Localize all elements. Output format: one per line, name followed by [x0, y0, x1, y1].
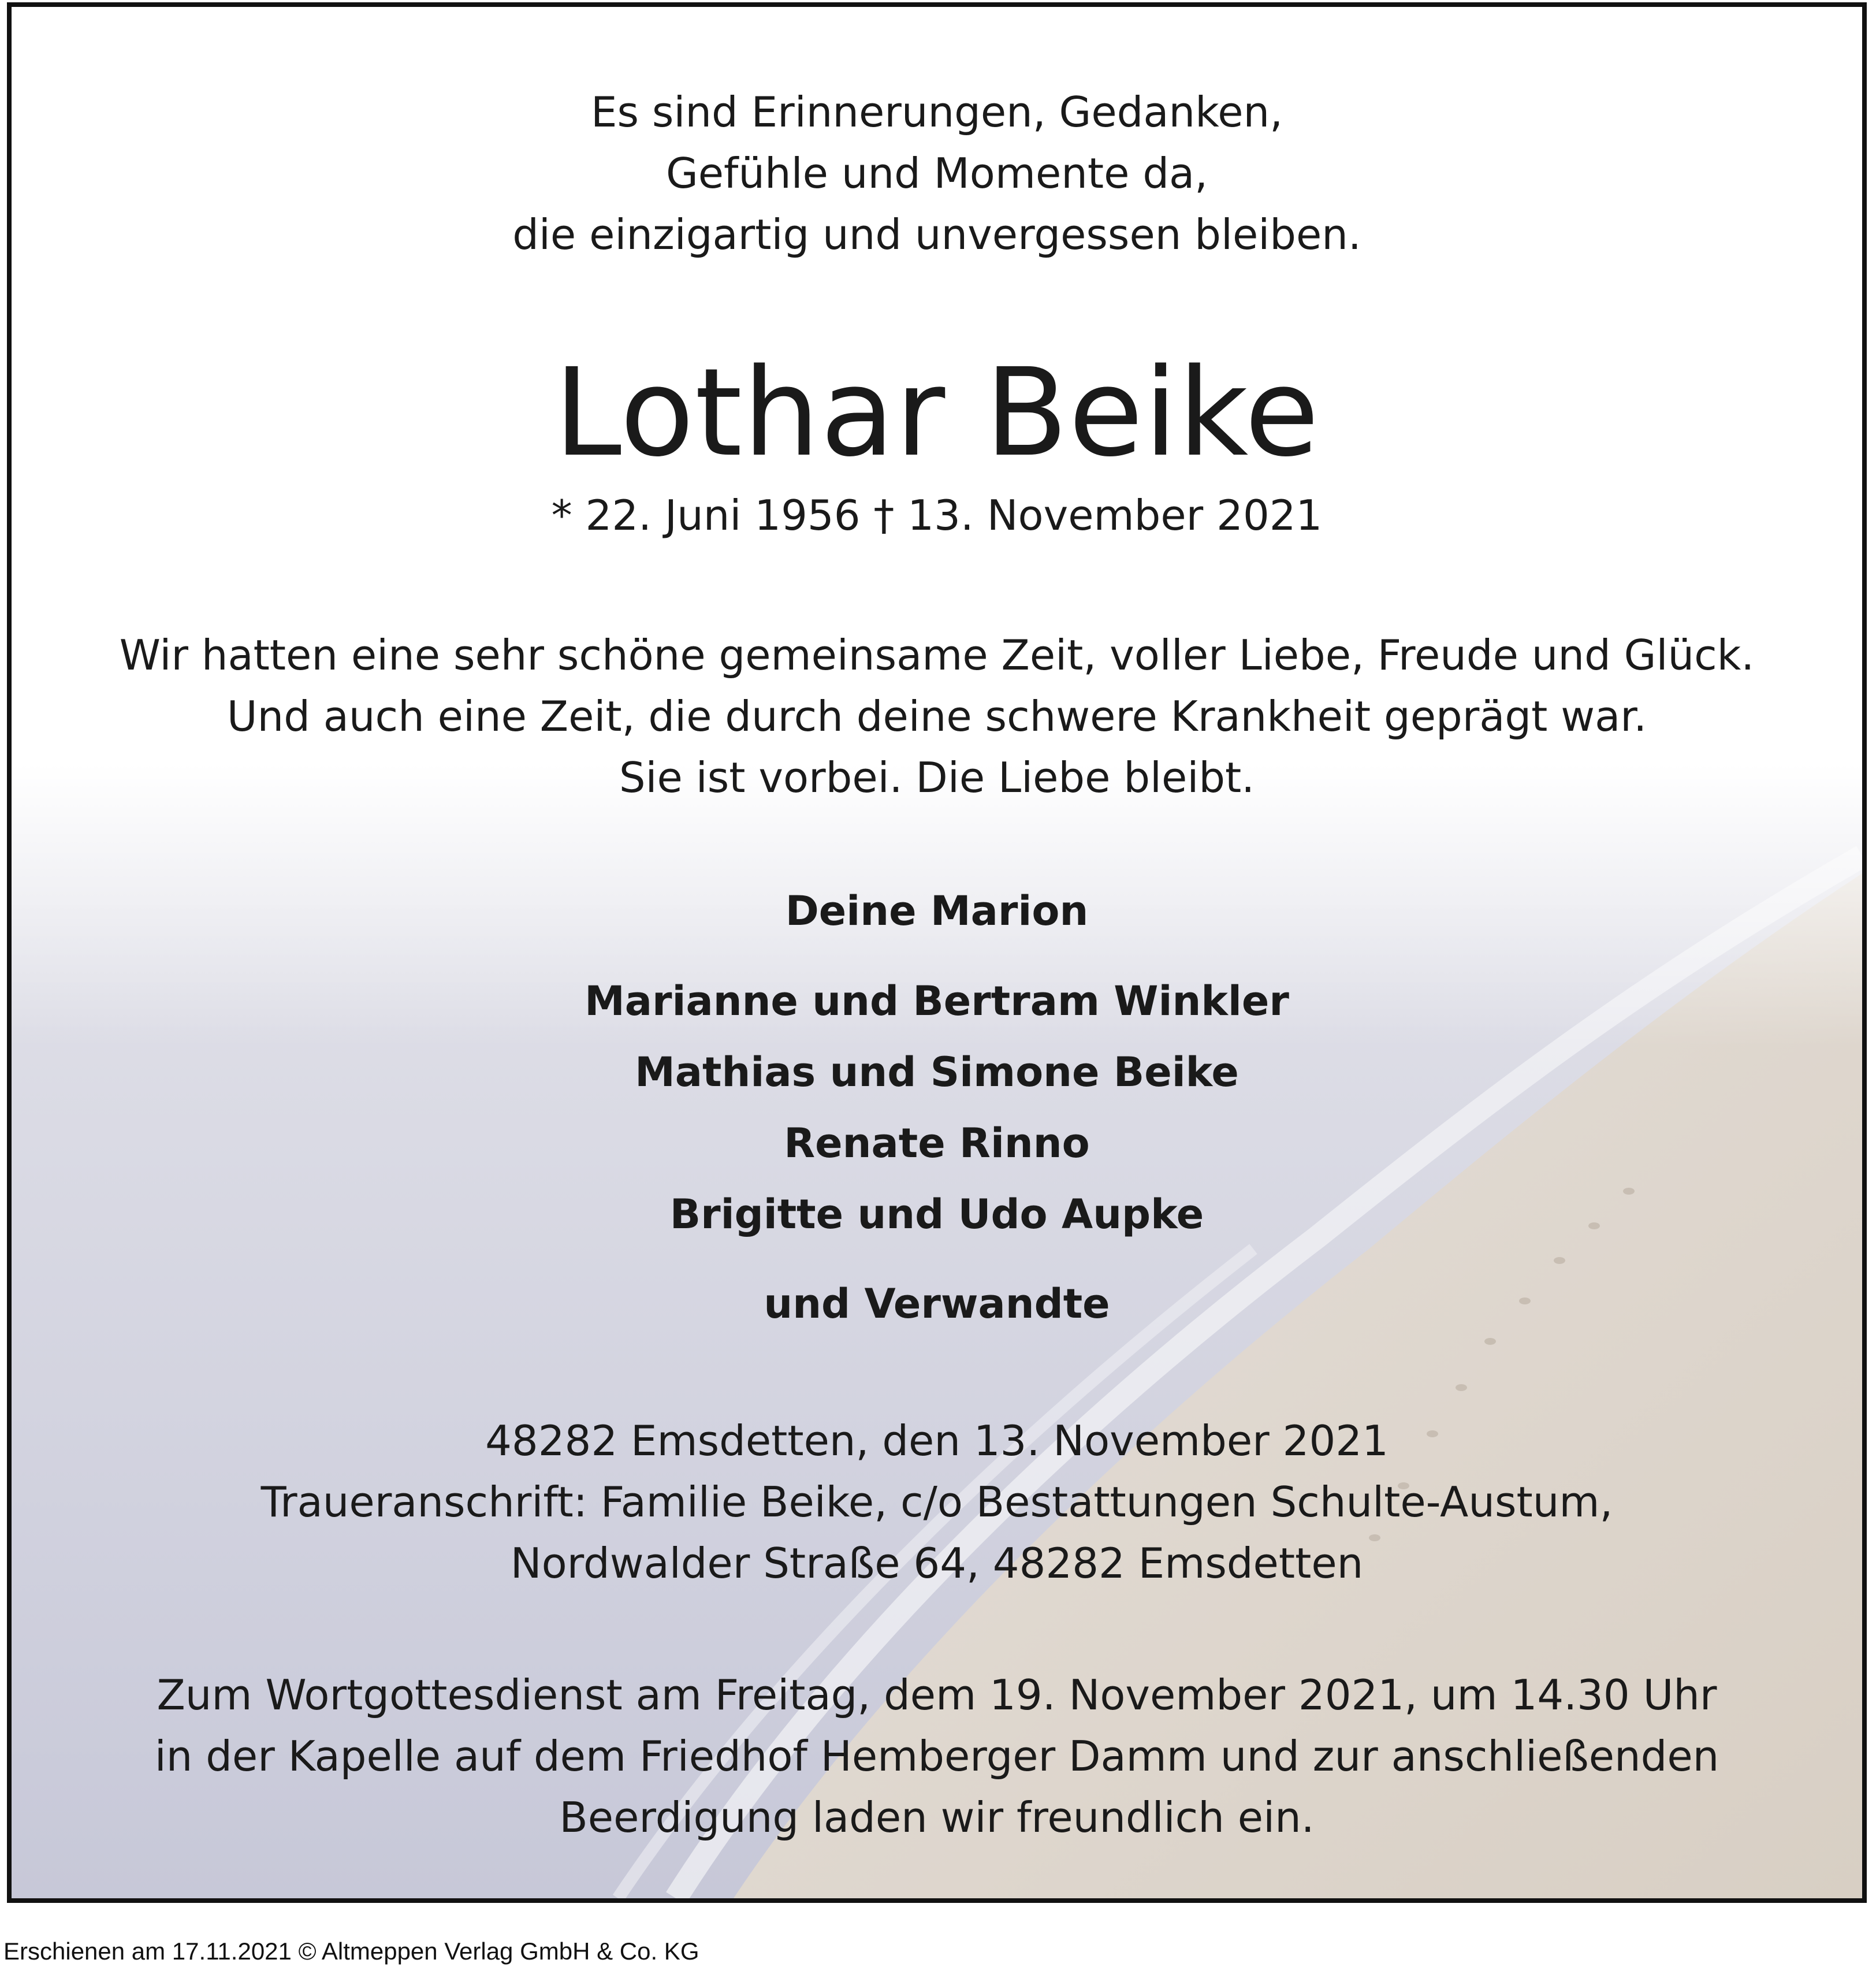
obituary-content [12, 7, 1862, 1898]
publication-footer: Erschienen am 17.11.2021 © Altmeppen Verlag GmbH & Co. KG [3, 1938, 699, 1965]
life-dates: * 22. Juni 1956 † 13. November 2021 [551, 491, 1323, 540]
mourner-primary: Deine Marion [785, 887, 1089, 935]
message-line-2: Und auch eine Zeit, die durch deine schwere Krankheit geprägt war. [226, 692, 1647, 741]
obituary-frame [7, 2, 1867, 1903]
mourner-family-3: Renate Rinno [784, 1120, 1090, 1167]
mourner-family-1: Marianne und Bertram Winkler [585, 977, 1289, 1025]
quote-line-3: die einzigartig und unvergessen bleiben. [512, 210, 1361, 259]
address-line-2: Traueranschrift: Familie Beike, c/o Bestattungen Schulte-Austum, [260, 1478, 1613, 1526]
mourner-family-4: Brigitte und Udo Aupke [669, 1191, 1204, 1238]
mourner-closing: und Verwandte [764, 1280, 1110, 1328]
address-line-3: Nordwalder Straße 64, 48282 Emsdetten [510, 1539, 1364, 1587]
deceased-name: Lothar Beike [554, 342, 1320, 484]
quote-line-2: Gefühle und Momente da, [665, 149, 1208, 198]
service-line-3: Beerdigung laden wir freundlich ein. [559, 1793, 1315, 1842]
mourner-family-2: Mathias und Simone Beike [635, 1049, 1239, 1096]
message-line-3: Sie ist vorbei. Die Liebe bleibt. [619, 753, 1255, 802]
address-line-1: 48282 Emsdetten, den 13. November 2021 [485, 1416, 1389, 1465]
service-line-2: in der Kapelle auf dem Friedhof Hemberger Damm und zur anschließenden [154, 1732, 1719, 1780]
quote-line-1: Es sind Erinnerungen, Gedanken, [590, 88, 1283, 136]
message-line-1: Wir hatten eine sehr schöne gemeinsame Zeit, voller Liebe, Freude und Glück. [119, 631, 1755, 679]
service-line-1: Zum Wortgottesdienst am Freitag, dem 19. November 2021, um 14.30 Uhr [157, 1671, 1717, 1719]
